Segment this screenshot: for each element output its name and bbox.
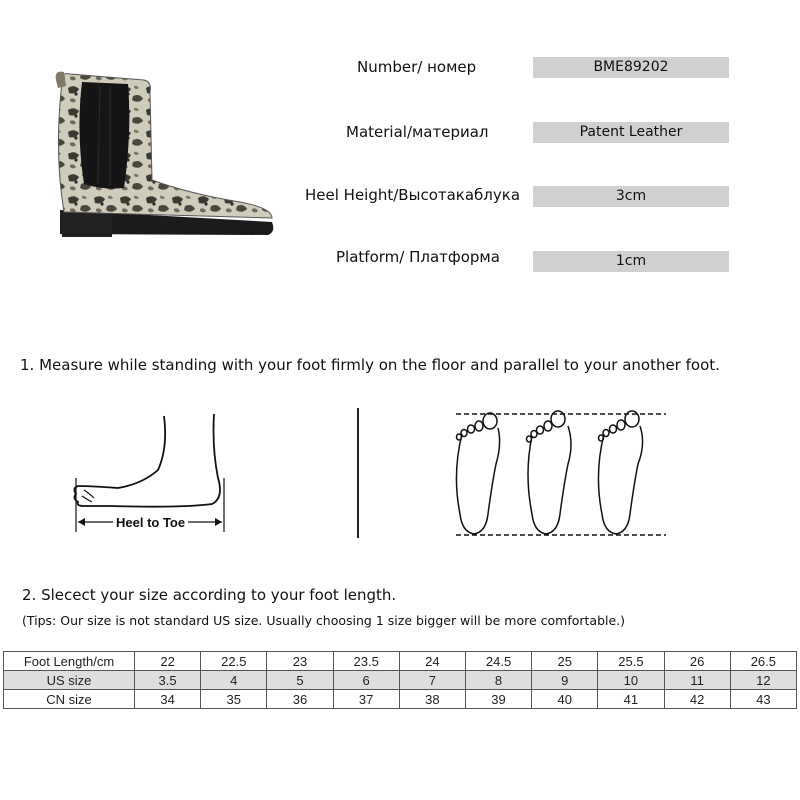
- table-cell: 5: [267, 671, 333, 690]
- table-row-header: Foot Length/cm: [4, 652, 135, 671]
- spec-value-platform: 1cm: [533, 251, 729, 272]
- table-cell: 7: [399, 671, 465, 690]
- table-cell: 9: [532, 671, 598, 690]
- table-cell: 25.5: [598, 652, 664, 671]
- heel-to-toe-label: Heel to Toe: [113, 515, 188, 530]
- table-row-header: US size: [4, 671, 135, 690]
- table-cell: 26.5: [730, 652, 796, 671]
- table-cell: 22.5: [201, 652, 267, 671]
- spec-value-material: Patent Leather: [533, 122, 729, 143]
- table-cell: 24.5: [465, 652, 531, 671]
- table-cell: 4: [201, 671, 267, 690]
- table-cell: 11: [664, 671, 730, 690]
- table-cell: 39: [465, 690, 531, 709]
- spec-label-number: Number/ номер: [357, 58, 477, 76]
- table-cell: 37: [333, 690, 399, 709]
- spec-label-heel-height: Heel Height/Высотакаблука: [305, 186, 521, 204]
- size-tip: (Tips: Our size is not standard US size. Usually choosing 1 size bigger will be more comfortable.): [22, 613, 626, 628]
- table-cell: 22: [135, 652, 201, 671]
- table-row: [4, 690, 797, 709]
- size-table: [3, 651, 797, 709]
- table-cell: 12: [730, 671, 796, 690]
- step2-instruction: 2. Slecect your size according to your foot length.: [22, 586, 397, 604]
- table-cell: 23.5: [333, 652, 399, 671]
- table-cell: 34: [135, 690, 201, 709]
- table-cell: 35: [201, 690, 267, 709]
- table-cell: 8: [465, 671, 531, 690]
- table-cell: 10: [598, 671, 664, 690]
- spec-value-heel-height: 3cm: [533, 186, 729, 207]
- table-cell: 42: [664, 690, 730, 709]
- table-cell: 24: [399, 652, 465, 671]
- step1-instruction: 1. Measure while standing with your foot firmly on the floor and parallel to your another foot.: [20, 356, 720, 374]
- table-cell: 26: [664, 652, 730, 671]
- table-cell: 3.5: [135, 671, 201, 690]
- table-cell: 43: [730, 690, 796, 709]
- spec-label-platform: Platform/ Платформа: [336, 248, 500, 266]
- table-cell: 40: [532, 690, 598, 709]
- divider: [357, 408, 359, 538]
- table-cell: 23: [267, 652, 333, 671]
- table-cell: 38: [399, 690, 465, 709]
- spec-label-material: Material/материал: [346, 123, 489, 141]
- table-row: [4, 652, 797, 671]
- table-cell: 25: [532, 652, 598, 671]
- table-row-header: CN size: [4, 690, 135, 709]
- feet-top-diagram: [440, 404, 680, 544]
- table-cell: 41: [598, 690, 664, 709]
- table-cell: 36: [267, 690, 333, 709]
- chelsea-boot-image: [40, 62, 290, 252]
- table-cell: 6: [333, 671, 399, 690]
- spec-value-number: BME89202: [533, 57, 729, 78]
- table-row: [4, 671, 797, 690]
